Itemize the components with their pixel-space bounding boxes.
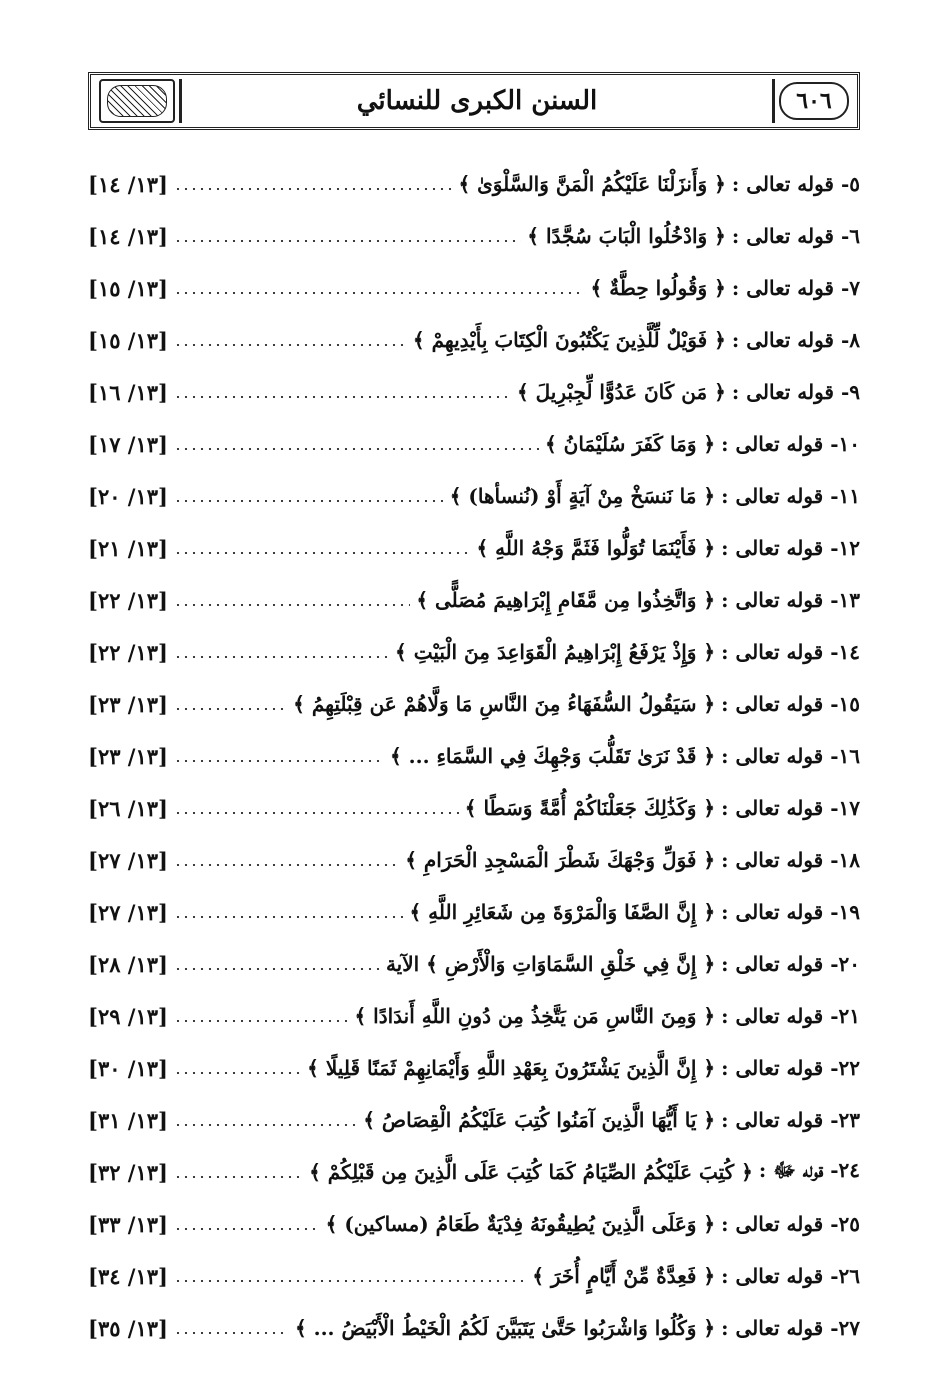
- list-item: [88, 990, 860, 1042]
- entry-reference: [١٣/ ٣٠]: [88, 1055, 168, 1081]
- page-header: [88, 72, 860, 130]
- list-item: [88, 314, 860, 366]
- list-item: [88, 366, 860, 418]
- list-item: [88, 158, 860, 210]
- entry-reference: [١٣/ ١٧]: [88, 431, 168, 457]
- entry-label: ٢٤- قوله ﷻ :: [758, 1157, 860, 1182]
- entry-label: ١٧- قوله تعالى :: [721, 796, 860, 820]
- leader-dots: [174, 1228, 320, 1230]
- leader-dots: [174, 188, 452, 190]
- list-item: [88, 782, 860, 834]
- entry-verse: ﴿ فَعِدَّةٌ مِّنْ أَيَّامٍ أُخَرَ ﴾: [532, 1264, 716, 1288]
- leader-dots: [174, 292, 585, 294]
- entry-verse: ﴿ وَاتَّخِذُوا مِن مَّقَامِ إِبْرَاهِيمَ مُصَلًّى ﴾: [416, 588, 716, 612]
- list-item: [88, 1146, 860, 1198]
- header-divider: [772, 79, 775, 123]
- entry-reference: [١٣/ ٢٨]: [88, 951, 168, 977]
- leader-dots: [174, 396, 511, 398]
- entry-reference: [١٣/ ١٤]: [88, 171, 168, 197]
- leader-dots: [174, 656, 389, 658]
- header-divider: [179, 79, 182, 123]
- list-item: [88, 210, 860, 262]
- list-item: [88, 262, 860, 314]
- leader-dots: [174, 812, 459, 814]
- list-item: [88, 470, 860, 522]
- entry-verse: ﴿ وَعَلَى الَّذِينَ يُطِيقُونَهُ فِدْيَةٌ طَعَامُ (مساكين) ﴾: [325, 1212, 716, 1236]
- entry-label: ١٣- قوله تعالى :: [721, 588, 860, 612]
- entry-verse: ﴿ وَقُولُوا حِطَّةٌ ﴾: [590, 276, 726, 300]
- entry-label: ٦- قوله تعالى :: [731, 224, 860, 248]
- entry-reference: [١٣/ ٣٣]: [88, 1211, 168, 1237]
- leader-dots: [174, 916, 403, 918]
- entry-reference: [١٣/ ٣٤]: [88, 1263, 168, 1289]
- list-item: [88, 418, 860, 470]
- leader-dots: [174, 1176, 303, 1178]
- entry-label: ١٦- قوله تعالى :: [721, 744, 860, 768]
- leader-dots: [174, 760, 384, 762]
- leader-dots: [174, 1020, 349, 1022]
- entry-label: ١٥- قوله تعالى :: [721, 692, 860, 716]
- entry-verse: ﴿ وَمَا كَفَرَ سُلَيْمَانُ ﴾: [544, 432, 716, 456]
- leader-dots: [174, 604, 410, 606]
- entry-label: ١٨- قوله تعالى :: [721, 848, 860, 872]
- running-title: السنن الكبرى للنسائي: [356, 86, 598, 116]
- entry-label: ٢٦- قوله تعالى :: [721, 1264, 860, 1288]
- entry-verse: ﴿ قَدْ نَرَىٰ تَقَلُّبَ وَجْهِكَ فِي السَّمَاءِ ... ﴾: [389, 744, 716, 768]
- leader-dots: [174, 1072, 301, 1074]
- entry-verse: ﴿ وَأَنزَلْنَا عَلَيْكُمُ الْمَنَّ وَالسَّلْوَىٰ ﴾: [458, 172, 726, 196]
- entry-reference: [١٣/ ١٥]: [88, 327, 168, 353]
- leader-dots: [174, 344, 407, 346]
- leader-dots: [174, 708, 287, 710]
- entry-label: ١١- قوله تعالى :: [721, 484, 860, 508]
- entry-verse: ﴿ وَإِذْ يَرْفَعُ إِبْرَاهِيمُ الْقَوَاعِدَ مِنَ الْبَيْتِ ﴾: [395, 640, 716, 664]
- entry-verse: ﴿ يَا أَيُّهَا الَّذِينَ آمَنُوا كُتِبَ عَلَيْكُمُ الْقِصَاصُ ﴾: [363, 1108, 716, 1132]
- leader-dots: [174, 968, 380, 970]
- leader-dots: [174, 864, 399, 866]
- list-item: [88, 1094, 860, 1146]
- entry-reference: [١٣/ ٢٢]: [88, 639, 168, 665]
- entry-reference: [١٣/ ٢١]: [88, 535, 168, 561]
- leader-dots: [174, 1332, 289, 1334]
- entry-label: ١٩- قوله تعالى :: [721, 900, 860, 924]
- leader-dots: [174, 448, 539, 450]
- entry-label: ١٠- قوله تعالى :: [721, 432, 860, 456]
- book-emblem-icon: [99, 79, 175, 123]
- entry-verse: ﴿ سَيَقُولُ السُّفَهَاءُ مِنَ النَّاسِ مَا وَلَّاهُمْ عَن قِبْلَتِهِمُ ﴾: [293, 692, 716, 716]
- entry-reference: [١٣/ ٢٣]: [88, 691, 168, 717]
- entry-verse: ﴿ وَمِنَ النَّاسِ مَن يَتَّخِذُ مِن دُونِ اللَّهِ أَندَادًا ﴾: [354, 1004, 716, 1028]
- entry-reference: [١٣/ ١٦]: [88, 379, 168, 405]
- list-item: [88, 626, 860, 678]
- entry-verse: ﴿ إِنَّ الصَّفَا وَالْمَرْوَةَ مِن شَعَائِرِ اللَّهِ ﴾: [409, 900, 716, 924]
- entry-reference: [١٣/ ٣١]: [88, 1107, 168, 1133]
- entry-verse: ﴿ وَكُلُوا وَاشْرَبُوا حَتَّىٰ يَتَبَيَّنَ لَكُمُ الْخَيْطُ الْأَبْيَضُ ... ﴾: [294, 1316, 716, 1340]
- entry-label: ٩- قوله تعالى :: [731, 380, 860, 404]
- entry-reference: [١٣/ ٢٠]: [88, 483, 168, 509]
- entry-reference: [١٣/ ١٥]: [88, 275, 168, 301]
- entry-verse: ﴿ إِنَّ الَّذِينَ يَشْتَرُونَ بِعَهْدِ اللَّهِ وَأَيْمَانِهِمْ ثَمَنًا قَلِيلًا ﴾: [307, 1056, 716, 1080]
- list-item: [88, 522, 860, 574]
- leader-dots: [174, 1280, 526, 1282]
- list-item: [88, 574, 860, 626]
- list-item: [88, 678, 860, 730]
- entry-reference: [١٣/ ٢٧]: [88, 847, 168, 873]
- entry-reference: [١٣/ ٢٧]: [88, 899, 168, 925]
- entry-verse: ﴿ فَوَلِّ وَجْهَكَ شَطْرَ الْمَسْجِدِ الْحَرَامِ ﴾: [405, 848, 716, 872]
- entry-verse: ﴿ وَكَذَٰلِكَ جَعَلْنَاكُمْ أُمَّةً وَسَطًا ﴾: [464, 796, 716, 820]
- entry-label: ٢٠- قوله تعالى :: [721, 952, 860, 976]
- entry-verse: ﴿ فَأَيْنَمَا تُوَلُّوا فَثَمَّ وَجْهُ اللَّهِ ﴾: [476, 536, 716, 560]
- entry-verse: ﴿ كُتِبَ عَلَيْكُمُ الصِّيَامُ كَمَا كُتِبَ عَلَى الَّذِينَ مِن قَبْلِكُمْ ﴾: [309, 1160, 753, 1184]
- entry-verse: ﴿ فَوَيْلٌ لِّلَّذِينَ يَكْتُبُونَ الْكِتَابَ بِأَيْدِيهِمْ ﴾: [412, 328, 726, 352]
- entry-label: ٢١- قوله تعالى :: [721, 1004, 860, 1028]
- entry-label: ٥- قوله تعالى :: [731, 172, 860, 196]
- entry-label: ٢٢- قوله تعالى :: [721, 1056, 860, 1080]
- list-item: [88, 886, 860, 938]
- list-item: [88, 1042, 860, 1094]
- entry-label: ٢٣- قوله تعالى :: [721, 1108, 860, 1132]
- entry-reference: [١٣/ ٣٥]: [88, 1315, 168, 1341]
- leader-dots: [174, 500, 444, 502]
- entry-label: ٢٥- قوله تعالى :: [721, 1212, 860, 1236]
- entry-reference: [١٣/ ٢٦]: [88, 795, 168, 821]
- list-item: [88, 1302, 860, 1354]
- page-number: ٦٠٦: [779, 82, 849, 120]
- entry-label: ١٢- قوله تعالى :: [721, 536, 860, 560]
- leader-dots: [174, 552, 471, 554]
- entry-reference: [١٣/ ٢٢]: [88, 587, 168, 613]
- entry-label: ٨- قوله تعالى :: [731, 328, 860, 352]
- entry-label: ٧- قوله تعالى :: [731, 276, 860, 300]
- entry-reference: [١٣/ ٢٩]: [88, 1003, 168, 1029]
- leader-dots: [174, 1124, 357, 1126]
- list-item: [88, 938, 860, 990]
- leader-dots: [174, 240, 521, 242]
- index-list: [88, 158, 860, 1354]
- entry-reference: [١٣/ ٣٢]: [88, 1159, 168, 1185]
- list-item: [88, 1198, 860, 1250]
- entry-label: ٢٧- قوله تعالى :: [721, 1316, 860, 1340]
- entry-verse: ﴿ إِنَّ فِي خَلْقِ السَّمَاوَاتِ وَالْأَرْضِ ﴾ الآية: [385, 952, 716, 976]
- list-item: [88, 834, 860, 886]
- list-item: [88, 730, 860, 782]
- entry-reference: [١٣/ ٢٣]: [88, 743, 168, 769]
- entry-verse: ﴿ مَن كَانَ عَدُوًّا لِّجِبْرِيلَ ﴾: [516, 380, 726, 404]
- entry-label: ١٤- قوله تعالى :: [721, 640, 860, 664]
- list-item: [88, 1250, 860, 1302]
- entry-verse: ﴿ وَادْخُلُوا الْبَابَ سُجَّدًا ﴾: [527, 224, 726, 248]
- entry-reference: [١٣/ ١٤]: [88, 223, 168, 249]
- entry-verse: ﴿ مَا نَنسَخْ مِنْ آيَةٍ أَوْ (نُنسأها) ﴾: [449, 484, 716, 508]
